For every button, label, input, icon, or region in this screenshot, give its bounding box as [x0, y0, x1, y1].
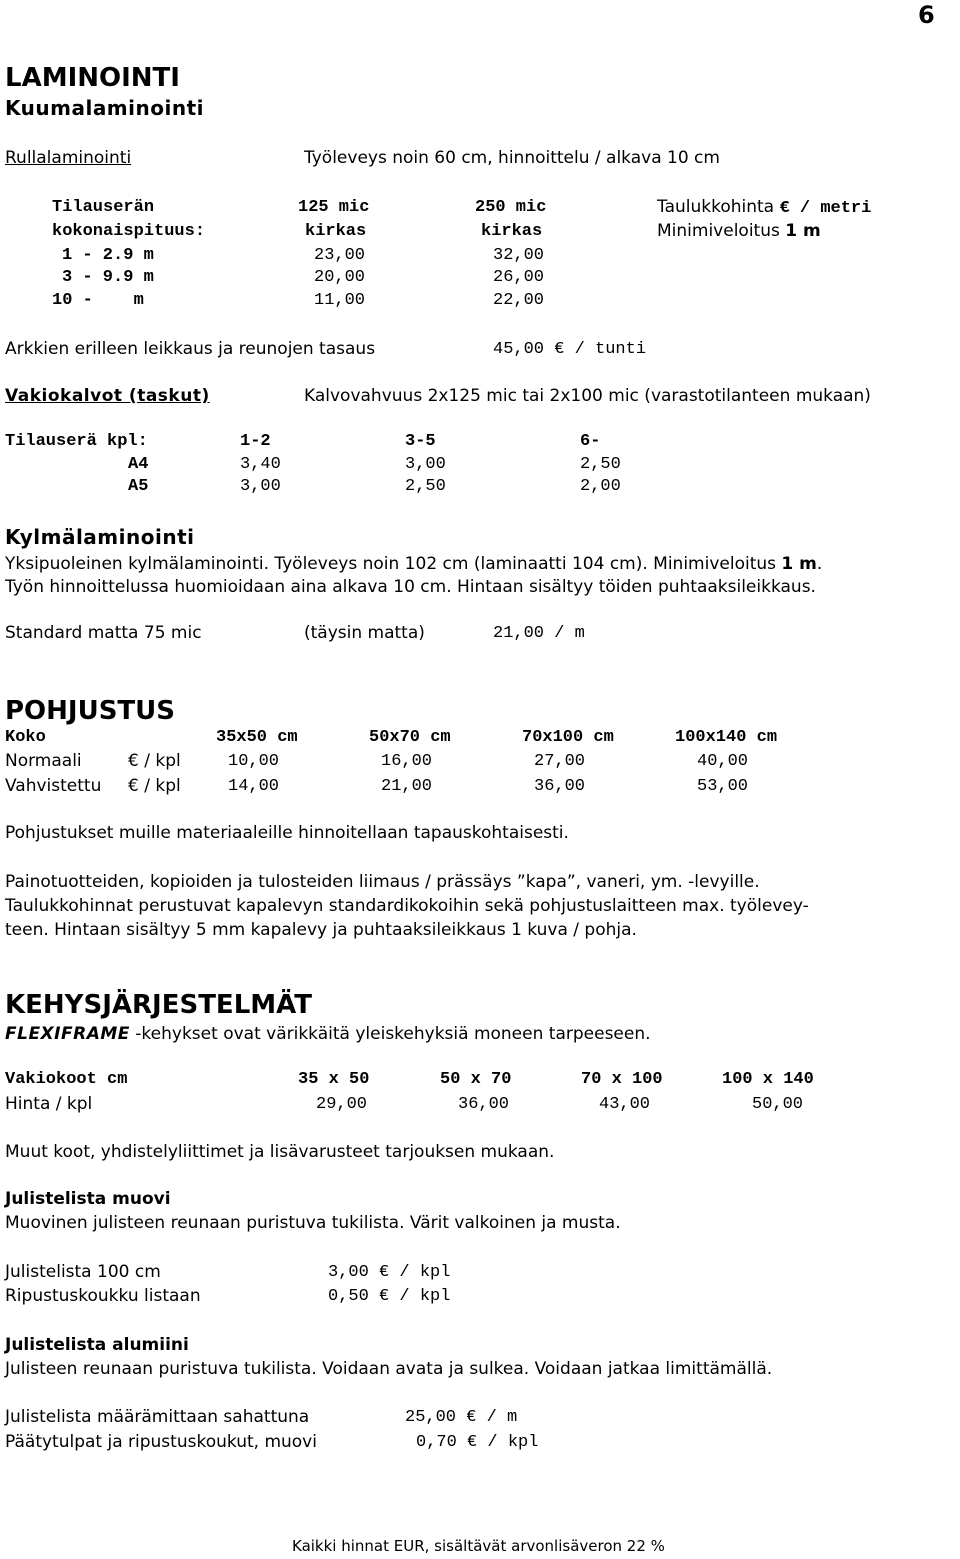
size-column: 50x70 cm [369, 728, 451, 747]
table-cell: 2,50 [580, 455, 621, 474]
table-cell: 2,00 [580, 477, 621, 496]
table-cell: 29,00 [316, 1095, 368, 1114]
table-cell: 53,00 [697, 777, 749, 796]
frame-size-column: 70 x 100 [581, 1070, 663, 1089]
table-cell: 3,40 [240, 455, 281, 474]
julistelista-muovi-title: Julistelista muovi [5, 1189, 171, 1209]
julistelista-alumiini-desc: Julisteen reunaan puristuva tukilista. Voidaan avata ja sulkea. Voidaan jatkaa limittämällä. [5, 1359, 773, 1379]
list-item-price: 3,00 € / kpl [328, 1263, 451, 1282]
table-row-label: 1 - 2.9 m [62, 246, 154, 265]
list-item-label: Julistelista määrämittaan sahattuna [5, 1407, 310, 1427]
page-number: 6 [918, 1, 935, 29]
minimiveloitus-note: Minimiveloitus 1 m [657, 221, 821, 241]
pohjustus-note-2: Painotuotteiden, kopioiden ja tulosteiden liimaus / prässäys ”kapa”, vaneri, ym. -levyille. [5, 872, 760, 892]
pohjustus-row-label: Vahvistettu [5, 776, 102, 796]
kalvot-column: 1-2 [240, 432, 271, 451]
rulla-description: Työleveys noin 60 cm, hinnoittelu / alkava 10 cm [304, 148, 720, 168]
list-item-label: Julistelista 100 cm [5, 1262, 161, 1282]
pohjustus-row-unit: € / kpl [128, 751, 181, 771]
table-cell: 20,00 [314, 268, 366, 287]
flexiframe-line: FLEXIFRAME -kehykset ovat värikkäitä yleiskehyksiä moneen tarpeeseen. [5, 1024, 651, 1044]
size-column: 35x50 cm [216, 728, 298, 747]
arkkien-label: Arkkien erilleen leikkaus ja reunojen tasaus [5, 339, 376, 359]
koko-label: Koko [5, 728, 46, 747]
column-125-mic: 125 mic [298, 198, 370, 217]
subtitle-kylmalaminointi: Kylmälaminointi [5, 525, 195, 549]
vakiokalvot-description: Kalvovahvuus 2x125 mic tai 2x100 mic (varastotilanteen mukaan) [304, 386, 871, 406]
table-cell: 27,00 [534, 752, 586, 771]
frame-size-column: 35 x 50 [298, 1070, 370, 1089]
kylma-line-2: Työn hinnoittelussa huomioidaan aina alkava 10 cm. Hintaan sisältyy töiden puhtaaksileikkaus. [5, 577, 816, 597]
table-cell: 2,50 [405, 477, 446, 496]
column-125-kirkas: kirkas [305, 222, 367, 241]
table-header-tilauseran: Tilauserän [52, 198, 155, 217]
section-title-laminointi: LAMINOINTI [5, 63, 180, 93]
table-cell: 14,00 [228, 777, 280, 796]
arkkien-price: 45,00 € / tunti [493, 340, 647, 359]
table-cell: 26,00 [493, 268, 545, 287]
standard-matta-note: (täysin matta) [304, 623, 425, 643]
table-cell: 10,00 [228, 752, 280, 771]
section-title-kehysjarjestelmat: KEHYSJÄRJESTELMÄT [5, 990, 312, 1020]
hinta-label: Hinta / kpl [5, 1094, 93, 1114]
table-cell: 3,00 [405, 455, 446, 474]
table-cell: 21,00 [381, 777, 433, 796]
pohjustus-note-3: Taulukkohinnat perustuvat kapalevyn standardikokoihin sekä pohjustuslaitteen max. työlevey- [5, 896, 809, 916]
table-cell: 3,00 [240, 477, 281, 496]
julistelista-alumiini-title: Julistelista alumiini [5, 1335, 189, 1355]
table-cell: 36,00 [458, 1095, 510, 1114]
kalvot-column: 6- [580, 432, 601, 451]
kalvot-header-label: Tilauserä kpl: [5, 432, 148, 451]
column-250-kirkas: kirkas [481, 222, 543, 241]
pohjustus-note-4: teen. Hintaan sisältyy 5 mm kapalevy ja puhtaaksileikkaus 1 kuva / pohja. [5, 920, 637, 940]
frame-size-column: 100 x 140 [722, 1070, 814, 1089]
table-header-kokonaispituus: kokonaispituus: [52, 222, 206, 241]
table-row-label: 10 - m [52, 291, 144, 310]
kalvot-row-label: A5 [128, 477, 149, 496]
table-cell: 22,00 [493, 291, 545, 310]
rulla-label: Rullalaminointi [5, 148, 132, 168]
vakiokalvot-label: Vakiokalvot (taskut) [5, 386, 210, 406]
footer-note: Kaikki hinnat EUR, sisältävät arvonlisäveron 22 % [292, 1537, 665, 1555]
table-cell: 36,00 [534, 777, 586, 796]
table-cell: 32,00 [493, 246, 545, 265]
table-cell: 50,00 [752, 1095, 804, 1114]
muut-koot-note: Muut koot, yhdistelyliittimet ja lisävarusteet tarjouksen mukaan. [5, 1142, 555, 1162]
list-item-price: 25,00 € / m [405, 1408, 518, 1427]
list-item-price: 0,50 € / kpl [328, 1287, 451, 1306]
subtitle-kuumalaminointi: Kuumalaminointi [5, 96, 204, 120]
table-cell: 23,00 [314, 246, 366, 265]
section-title-pohjustus: POHJUSTUS [5, 696, 176, 726]
pohjustus-row-unit: € / kpl [128, 776, 181, 796]
standard-matta-price: 21,00 / m [493, 624, 585, 643]
size-column: 100x140 cm [675, 728, 778, 747]
column-250-mic: 250 mic [475, 198, 547, 217]
list-item-label: Ripustuskoukku listaan [5, 1286, 201, 1306]
table-cell: 40,00 [697, 752, 749, 771]
kalvot-column: 3-5 [405, 432, 436, 451]
table-cell: 43,00 [599, 1095, 651, 1114]
standard-matta-label: Standard matta 75 mic [5, 623, 202, 643]
kalvot-row-label: A4 [128, 455, 149, 474]
size-column: 70x100 cm [522, 728, 614, 747]
pohjustus-note-1: Pohjustukset muille materiaaleille hinnoitellaan tapauskohtaisesti. [5, 823, 569, 843]
taulukkohinta-note: Taulukkohinta € / metri [657, 197, 872, 218]
kylma-line-1: Yksipuoleinen kylmälaminointi. Työleveys noin 102 cm (laminaatti 104 cm). Minimiveloitus 1 m. [5, 554, 823, 574]
julistelista-muovi-desc: Muovinen julisteen reunaan puristuva tukilista. Värit valkoinen ja musta. [5, 1213, 621, 1233]
list-item-label: Päätytulpat ja ripustuskoukut, muovi [5, 1432, 317, 1452]
table-row-label: 3 - 9.9 m [62, 268, 154, 287]
table-cell: 16,00 [381, 752, 433, 771]
list-item-price: 0,70 € / kpl [416, 1433, 539, 1452]
pohjustus-row-label: Normaali [5, 751, 82, 771]
vakiokoot-label: Vakiokoot cm [5, 1070, 128, 1089]
table-cell: 11,00 [314, 291, 366, 310]
frame-size-column: 50 x 70 [440, 1070, 512, 1089]
